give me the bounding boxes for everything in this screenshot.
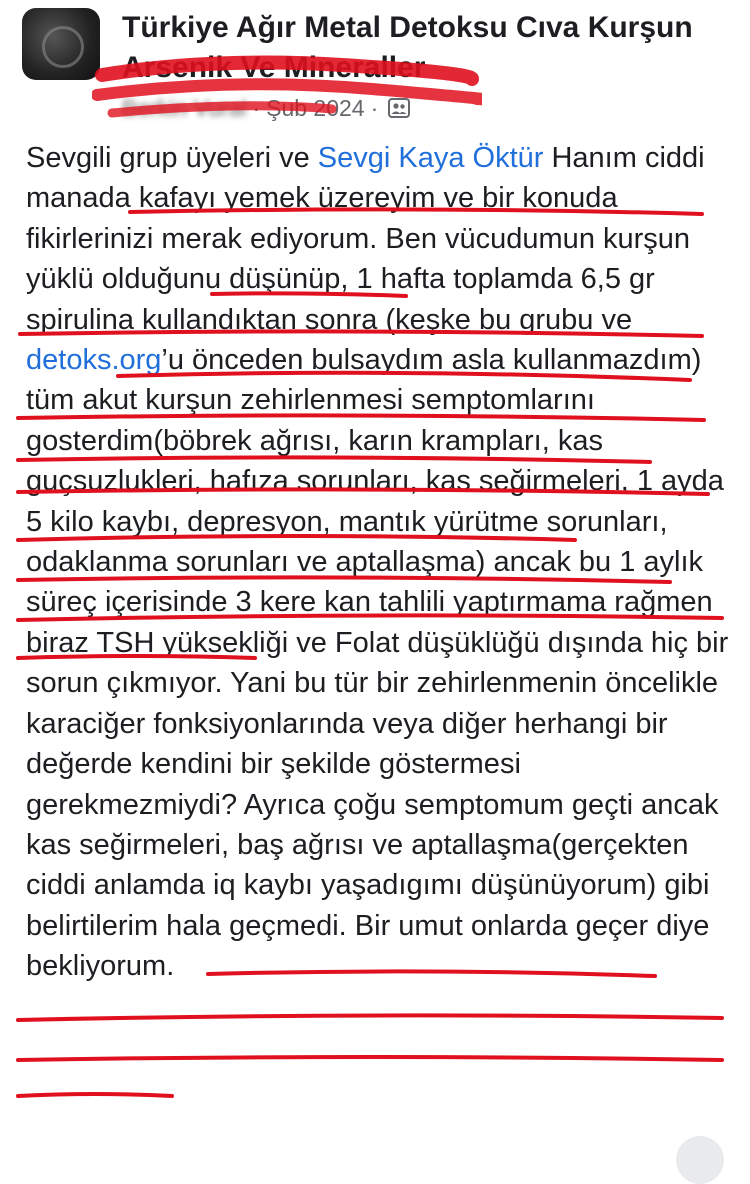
group-audience-icon: [388, 98, 410, 118]
post-body: [26, 138, 736, 987]
author-name[interactable]: Berkin Vural: [122, 94, 247, 121]
meta-separator: ·: [252, 94, 261, 121]
post-meta: [122, 92, 502, 124]
body-text-3: ’u önceden bulsaydım asla kullanmazdım) tüm akut kurşun zehirlenmesi semptomlarını gosterdim(böbrek ağrısı, karın krampları, kas guçsuzlukleri, hafıza sorunları, kas seğirmeleri, 1 ayda 5 kilo kaybı, depresyon, mantık yürütme sorunları, odaklanma sorunları ve aptallaşma) ancak bu 1 aylık süreç içerisinde 3 kere kan tahlili yaptırmama rağmen biraz TSH yüksekliği ve Folat düşüklüğü dışında hiç bir sorun çıkmıyor. Yani bu tür bir zehirlenmenin öncelikle karaciğer fonksiyonlarında veya diğer herhangi bir değerde kendini bir şekilde göstermesi gerekmezmiydi? Ayrıca çoğu semptomum geçti ancak kas seğirmeleri, baş ağrısı ve aptallaşma(gerçekten ciddi anlamda iq kaybı yaşadıgımı düşünüyorum) gibi belirtilerim hala geçmedi. Bir umut onlarda geçer diye bekliyorum.: [26, 344, 729, 983]
body-text-1: Sevgili grup üyeleri ve: [26, 142, 318, 174]
reaction-bubble[interactable]: [676, 1136, 724, 1184]
mention-link[interactable]: Sevgi Kaya Öktür: [317, 142, 544, 174]
meta-separator-2: ·: [370, 94, 379, 121]
post-date[interactable]: Şub 2024: [266, 94, 365, 121]
group-title[interactable]: Türkiye Ağır Metal Detoksu Cıva Kurşun Arsenik Ve Mineraller: [122, 11, 693, 84]
body-text-2: Hanım ciddi manada kafayı yemek üzereyim ve bir konuda fikirlerinizi merak ediyorum. Ben vücudumun kurşun yüklü olduğunu düşünüp, 1 hafta toplamda 6,5 gr spirulina kullandıktan sonra (keşke bu grubu ve: [26, 142, 705, 336]
group-avatar[interactable]: [22, 8, 100, 80]
detoks-link[interactable]: detoks.org: [26, 344, 162, 377]
